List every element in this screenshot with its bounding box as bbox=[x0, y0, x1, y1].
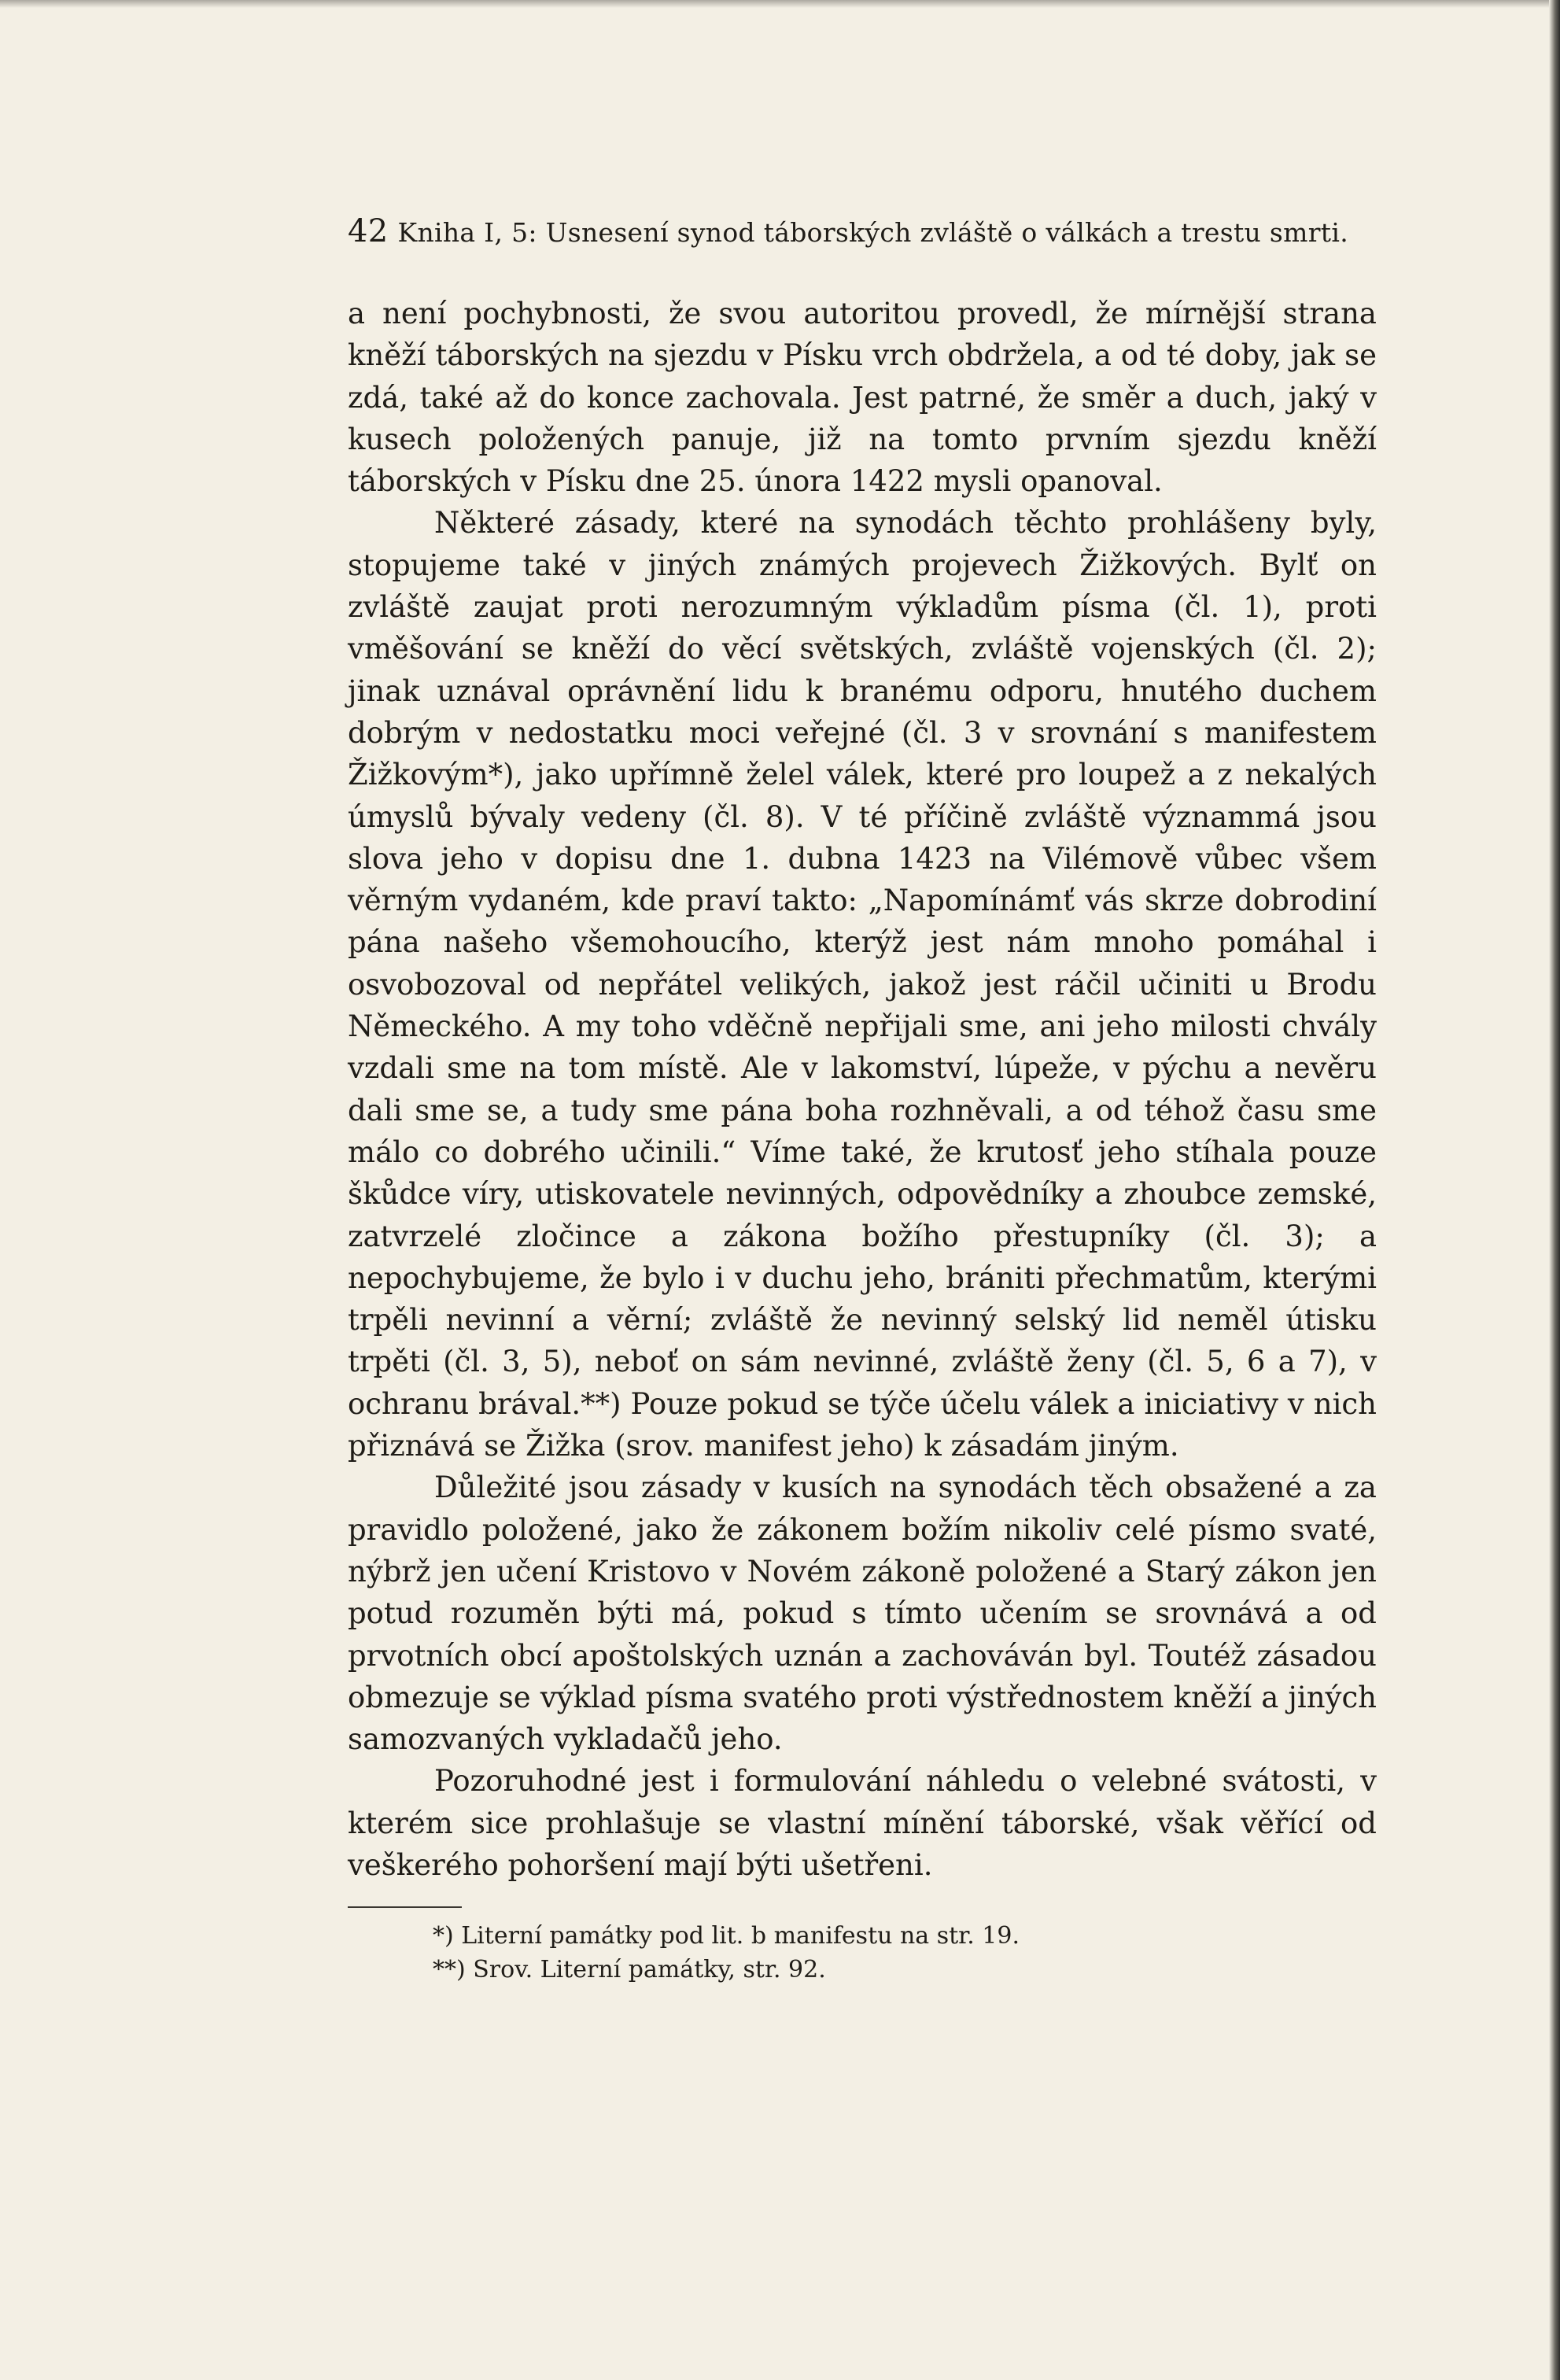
book-page bbox=[348, 212, 1377, 1987]
paragraph-important-principles: Důležité jsou zásady v kusích na synodách těch obsažené a za pravidlo položené, jako že zákonem božím nikoliv celé písmo svaté, nýbrž jen učení Kristovo v Novém zákoně položené a Starý zákon jen potud rozuměn býti má, pokud s tímto učením se srovnává a od prvotních obcí apoštolských uznán a zachováván byl. Toutéž zásadou obmezuje se výklad písma svatého proti výstřednostem kněží a jiných samozvaných vykladačů jeho. bbox=[348, 1470, 1377, 1757]
body-text bbox=[348, 293, 1377, 1886]
paragraph-zizka-principles: Některé zásady, které na synodách těchto prohlášeny byly, stopujeme také v jiných známých projevech Žižkových. Bylť on zvláště zaujat proti nerozumným výkladům písma (čl. 1), proti vměšování se kněží do věcí světských, zvláště vojenských (čl. 2); jinak uznával oprávnění lidu k branému odporu, hnutého duchem dobrým v nedostatku moci veřejné (čl. 3 v srovnání s manifestem Žižkovým*), jako upřímně želel válek, které pro loupež a z nekalých úmyslů bývaly vedeny (čl. 8). V té příčině zvláště význammá jsou slova jeho v dopisu dne 1. dubna 1423 na Vilémově vůbec všem věrným vydaném, kde praví takto: „Napomínámť vás skrze dobrodiní pána našeho všemohoucího, kterýž jest nám mnoho pomáhal i osvobozoval od nepřátel velikých, jakož jest ráčil učiniti u Brodu Německého. A my toho vděčně nepřijali sme, ani jeho milosti chvály vzdali sme na tom místě. Ale v lakomství, lúpeže, v pýchu a nevěru dali sme se, a tudy sme pána boha rozhněvali, a od téhož času sme málo co dobrého učinili.“ Víme také, že krutosť jeho stíhala pouze škůdce víry, utiskovatele nevinných, odpovědníky a zhoubce zemské, zatvrzelé zločince a zákona božího přestupníky (čl. 3); a nepochybujeme, že bylo i v duchu jeho, brániti přechmatům, kterými trpěli nevinní a věrní; zvláště že nevinný selský lid neměl útisku trpěti (čl. 3, 5), neboť on sám nevinné, zvláště ženy (čl. 5, 6 a 7), v ochranu brával.**) Pouze pokud se týče účelu válek a iniciativy v nich přiznává se Žižka (srov. manifest jeho) k zásadám jiným. bbox=[348, 506, 1377, 1463]
scan-page-edge bbox=[1549, 0, 1560, 2380]
scan-top-shadow bbox=[0, 0, 1560, 8]
paragraph-sacrament: Pozoruhodné jest i formulování náhledu o velebné svátosti, v kterém sice prohlašuje se vlastní mínění táborské, však věřící od veškerého pohoršení mají býti ušetřeni. bbox=[348, 1764, 1377, 1882]
paragraph-continuation: a není pochybnosti, že svou autoritou provedl, že mírnější strana kněží táborských na sjezdu v Písku vrch obdržela, a od té doby, jak se zdá, také až do konce zachovala. Jest patrné, že směr a duch, jaký v kusech položených panuje, již na tomto prvním sjezdu kněží táborských v Písku dne 25. února 1422 mysli opanoval. bbox=[348, 297, 1377, 499]
running-head bbox=[348, 212, 1377, 252]
page-number: 42 bbox=[348, 213, 389, 249]
footnote-2: **) Srov. Literní památky, str. 92. bbox=[433, 1956, 826, 1984]
footnote-1: *) Literní památky pod lit. b manifestu na str. 19. bbox=[433, 1922, 1020, 1950]
footnotes bbox=[348, 1919, 1377, 1987]
running-title: Kniha I, 5: Usnesení synod táborských zvláště o válkách a trestu smrti. bbox=[397, 217, 1348, 248]
footnote-divider bbox=[348, 1906, 462, 1908]
